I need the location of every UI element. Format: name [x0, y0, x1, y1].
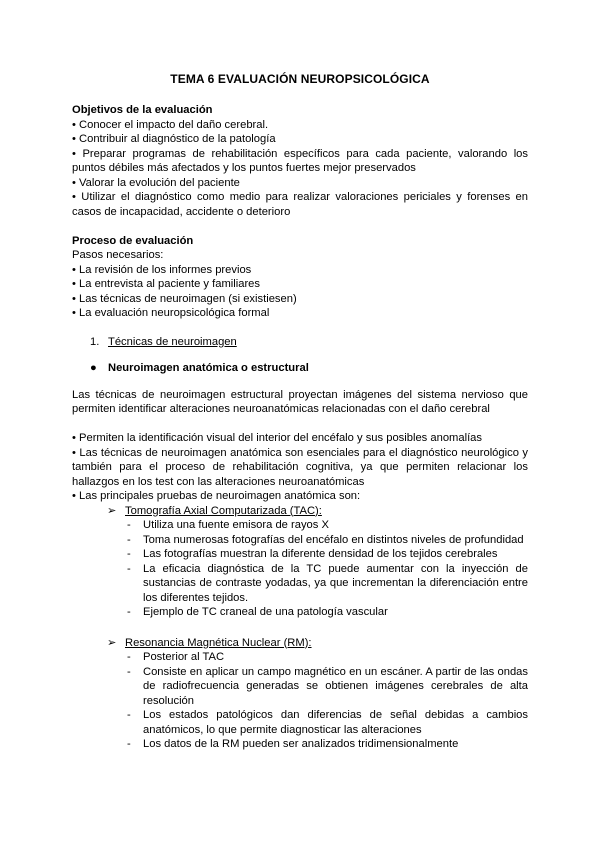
dash-marker: - [127, 651, 131, 663]
rm-item [72, 737, 528, 752]
tac-item-text: Ejemplo de TC craneal de una patología vascular [143, 606, 388, 618]
dash-marker: - [127, 533, 131, 546]
dash-marker: - [127, 562, 131, 575]
tac-item [72, 533, 528, 548]
rm-item-text: Los estados patológicos dan diferencias de señal debidas a cambios anatómicos, lo que permite diagnosticar las alteraciones [143, 709, 528, 736]
rm-list [72, 650, 528, 752]
subsection-heading [72, 361, 528, 376]
rm-item [72, 708, 528, 737]
tac-item-text: Utiliza una fuente emisora de rayos X [143, 519, 329, 531]
intro-paragraph: Las técnicas de neuroimagen estructural proyectan imágenes del sistema nervioso que permiten identificar alteraciones neuroanatómicas relacionadas con el daño cerebral [72, 388, 528, 415]
dash-marker: - [127, 738, 131, 750]
objetivo-item: • Utilizar el diagnóstico como medio para realizar valoraciones periciales y forenses en casos de incapacidad, accidente o deterioro [72, 191, 528, 218]
rm-item-text: Consiste en aplicar un campo magnético en un escáner. A partir de las ondas de radiofrecuencia generadas se obtienen imágenes cerebrales de alta resolución [143, 665, 528, 707]
tac-heading [72, 504, 528, 519]
proceso-item: • La evaluación neuropsicológica formal [72, 307, 270, 319]
rm-heading [72, 636, 528, 651]
point-item: • Las técnicas de neuroimagen anatómica son esenciales para el diagnóstico neurológico y también para el proceso de rehabilitación cognitiva, ya que permiten relacionar los hallazgos en los test con las alteraciones neuroanatómicas [72, 446, 528, 488]
rm-item [72, 650, 528, 665]
objetivo-item: • Conocer el impacto del daño cerebral. [72, 118, 269, 131]
tac-list [72, 518, 528, 620]
page-title: TEMA 6 EVALUACIÓN NEUROPSICOLÓGICA [170, 72, 430, 86]
dash-marker: - [127, 519, 131, 531]
tac-label: Tomografía Axial Computarizada (TAC): [125, 504, 322, 517]
rm-label: Resonancia Magnética Nuclear (RM): [125, 636, 312, 649]
rm-item [72, 665, 528, 709]
objetivo-item: • Valorar la evolución del paciente [72, 176, 240, 189]
subsection-label: Neuroimagen anatómica o estructural [108, 362, 309, 374]
proceso-intro: Pasos necesarios: [72, 249, 164, 261]
rm-item-text: Posterior al TAC [143, 651, 225, 663]
tac-item [72, 562, 528, 606]
proceso-heading: Proceso de evaluación [72, 234, 194, 247]
tac-item-text: Las fotografías muestran la diferente densidad de los tejidos cerebrales [143, 548, 498, 560]
section-number: 1. [90, 335, 100, 348]
point-item: • Las principales pruebas de neuroimagen anatómica son: [72, 490, 361, 502]
document-body [72, 103, 528, 752]
dash-marker: - [127, 665, 131, 678]
dash-marker: - [127, 548, 131, 560]
tac-item-text: La eficacia diagnóstica de la TC puede aumentar con la inyección de sustancias de contraste yodadas, ya que incrementan la diferenciación entre los diferentes tejidos. [143, 562, 528, 604]
bullet-icon: ● [90, 362, 97, 374]
section-label: Técnicas de neuroimagen [108, 335, 237, 348]
objetivos-heading: Objetivos de la evaluación [72, 104, 213, 116]
proceso-item: • La revisión de los informes previos [72, 263, 252, 276]
tac-item [72, 518, 528, 533]
dash-marker: - [127, 606, 131, 618]
tac-item-text: Toma numerosas fotografías del encéfalo en distintos niveles de profundidad [143, 533, 524, 546]
objetivo-item: • Preparar programas de rehabilitación específicos para cada paciente, valorando los puntos débiles más afectados y los puntos fuertes mejor preservados [72, 147, 528, 174]
tac-item [72, 547, 528, 562]
proceso-item: • Las técnicas de neuroimagen (si existiesen) [72, 292, 297, 305]
dash-marker: - [127, 709, 131, 721]
point-item: • Permiten la identificación visual del interior del encéfalo y sus posibles anomalías [72, 432, 482, 444]
rm-item-text: Los datos de la RM pueden ser analizados tridimensionalmente [143, 738, 459, 750]
section-heading-neuroimagen [72, 335, 528, 350]
tac-item [72, 605, 528, 620]
proceso-item: • La entrevista al paciente y familiares [72, 278, 260, 290]
objetivo-item: • Contribuir al diagnóstico de la patología [72, 133, 276, 145]
arrow-icon: ➢ [107, 636, 117, 649]
arrow-icon: ➢ [107, 504, 117, 517]
